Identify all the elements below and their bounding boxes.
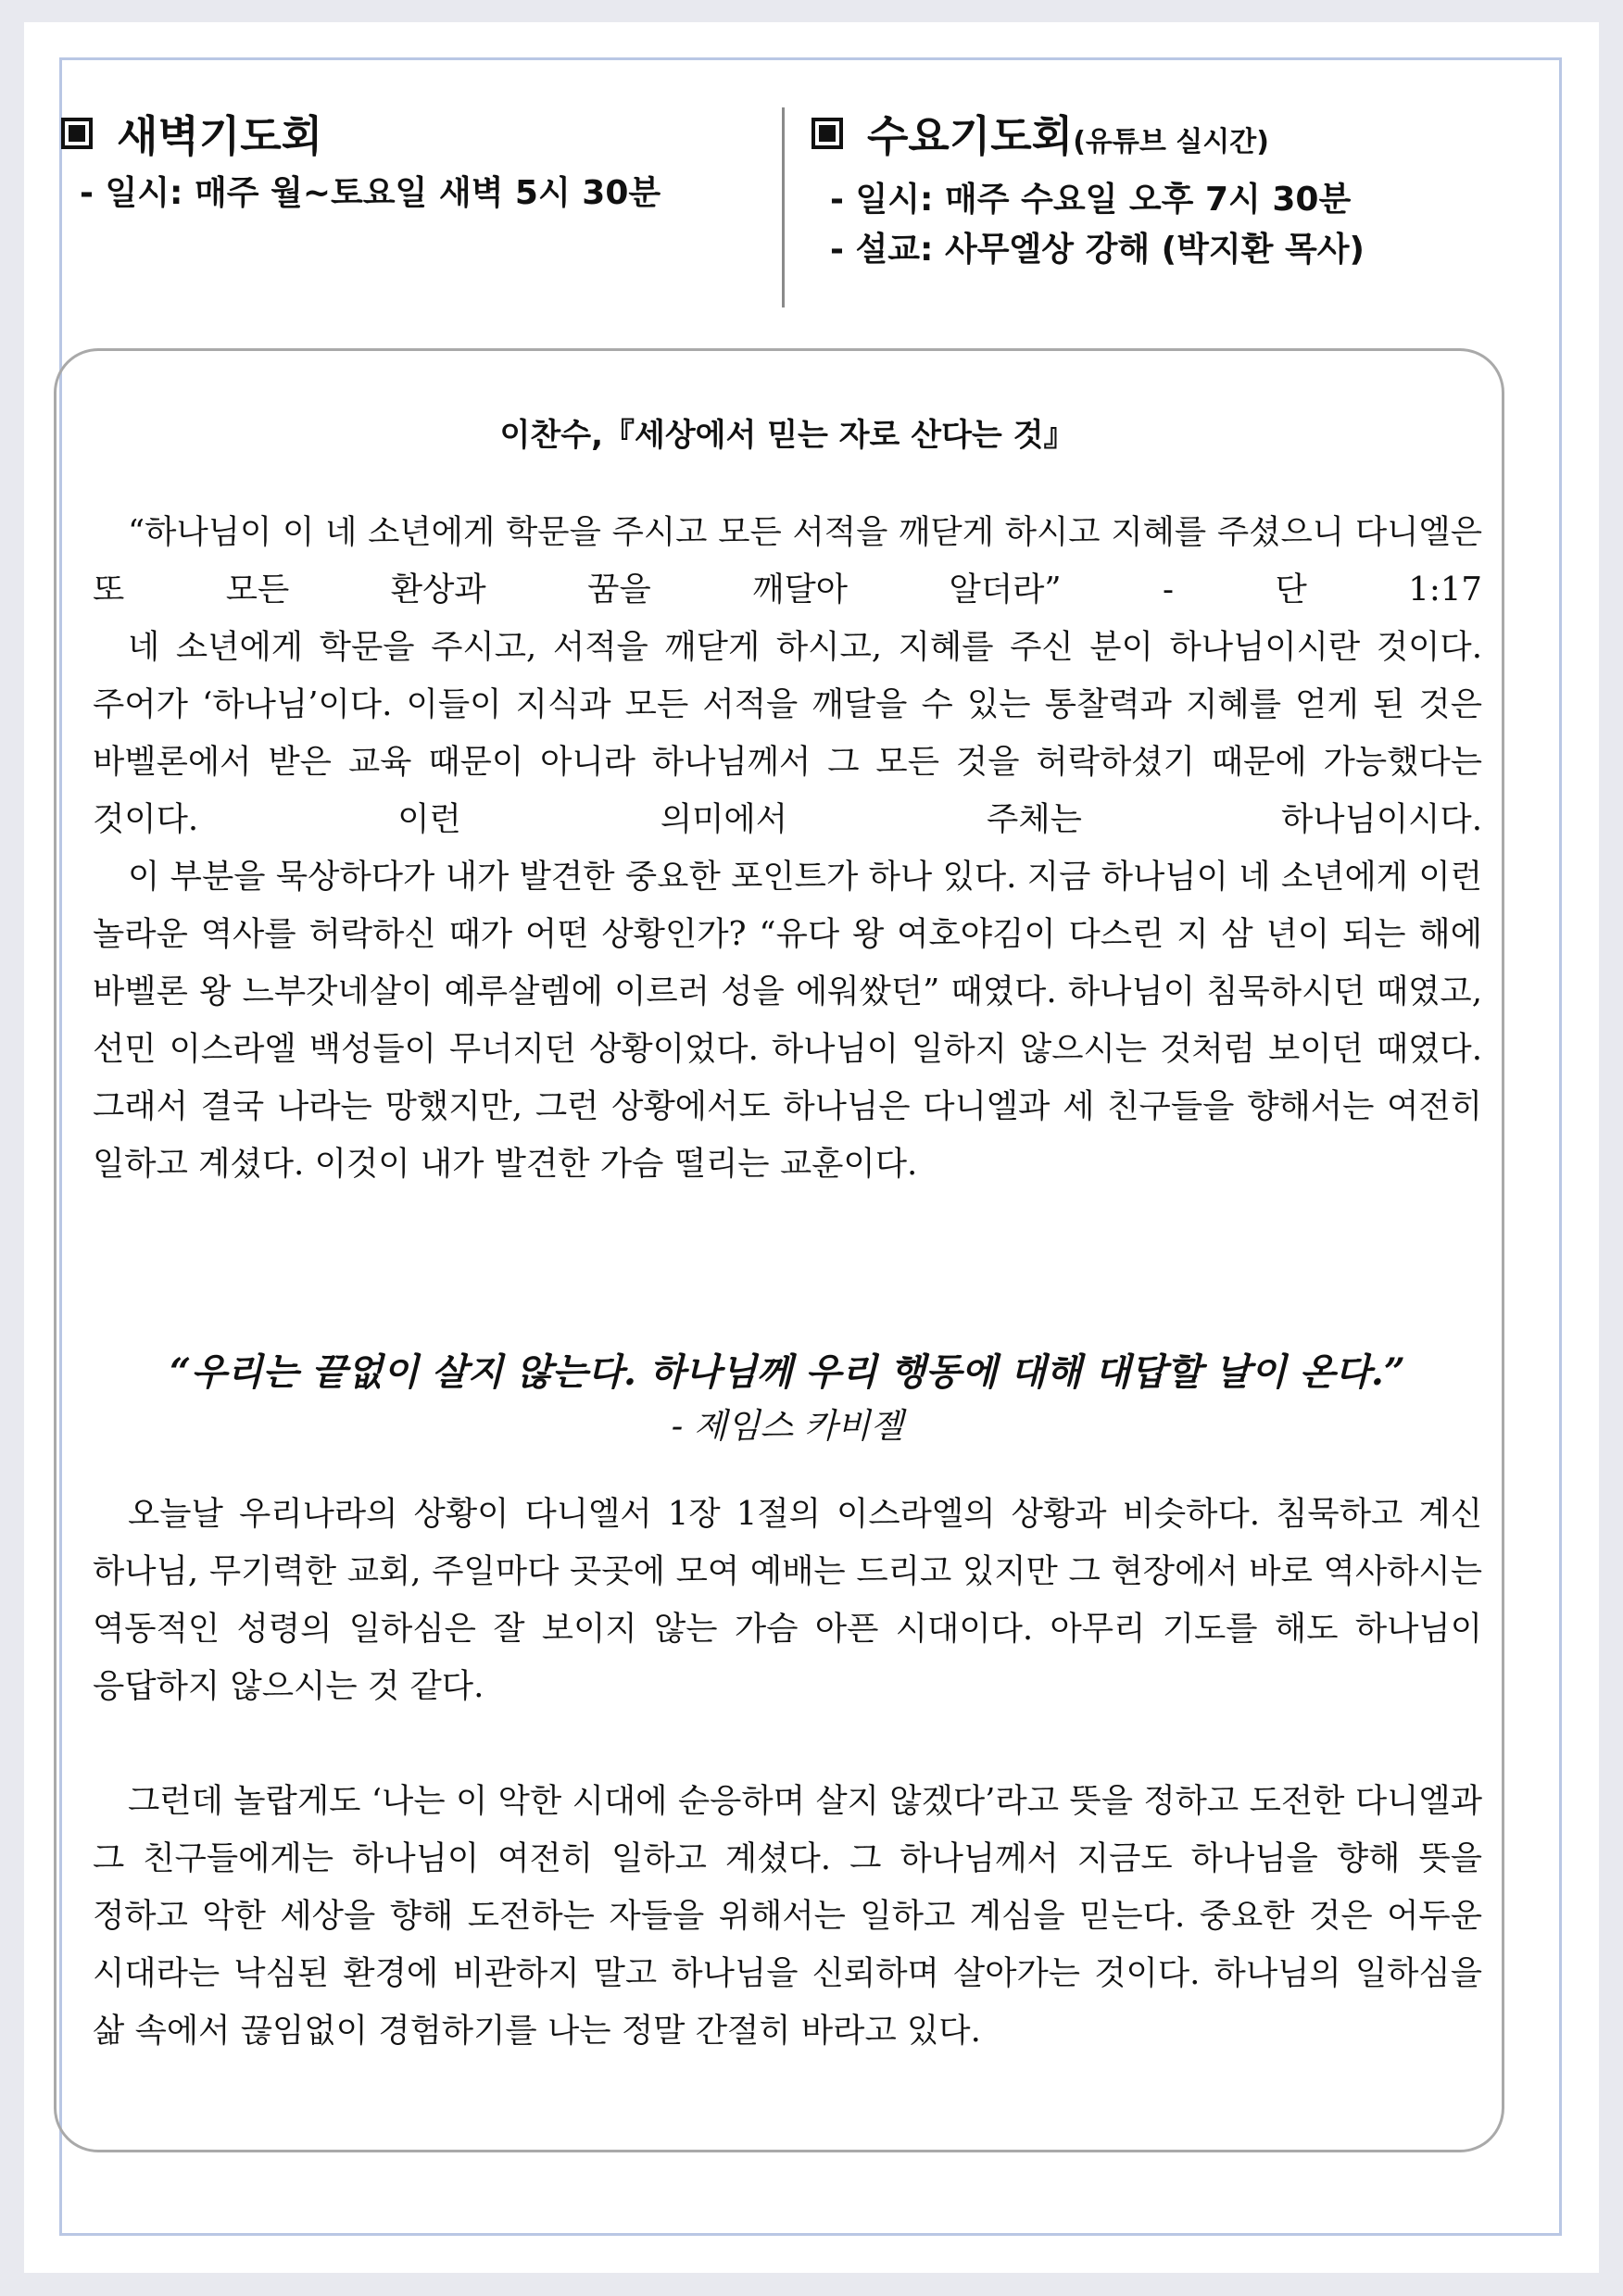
article-paragraph: 이 부분을 묵상하다가 내가 발견한 중요한 포인트가 하나 있다. 지금 하나님이 네 소년에게 이런 놀라운 역사를 허락하신 때가 어떤 상황인가? “유다 왕 여호야김이 다스린 지 삼 년이 되는 해에 바벨론 왕 느부갓네살이 예루살렘에 이르러 성을 에워쌌던” 때였다. 하나님이 침묵하시던 때였고, 선민 이스라엘 백성들이 무너지던 상황이었다. 하나님이 일하지 않으시는 것처럼 보이던 때였다. 그래서 결국 나라는 망했지만, 그런 상황에서도 하나님은 다니엘과 세 친구들을 향해서는 여전히 일하고 계셨다. 이것이 내가 발견한 가슴 떨리는 교훈이다. xyxy=(93,858,1482,1183)
wednesday-prayer-sermon: - 설교: 사무엘상 강해 (박지환 목사) xyxy=(830,231,1365,269)
dawn-prayer-heading xyxy=(61,104,793,169)
square-bullet-icon xyxy=(812,118,843,149)
quote-text: “우리는 끝없이 살지 않는다. 하나님께 우리 행동에 대해 대답할 날이 온다.” xyxy=(170,1350,1405,1394)
quote-author: - 제임스 카비젤 xyxy=(671,1406,904,1446)
wednesday-prayer-title: 수요기도회 xyxy=(867,111,1074,161)
article-title: 이찬수,『세상에서 믿는 자로 산다는 것』 xyxy=(499,417,1076,454)
wednesday-prayer-heading xyxy=(812,104,1543,175)
wednesday-prayer-subtitle: (유튜브 실시간) xyxy=(1073,126,1269,158)
article-body-2 xyxy=(93,1486,1482,1715)
wednesday-prayer-section xyxy=(812,104,1543,275)
article-body-3 xyxy=(93,1773,1482,2060)
square-bullet-icon xyxy=(61,118,93,149)
dawn-prayer-title: 새벽기도회 xyxy=(117,111,323,161)
article-paragraph: 그런데 놀랍게도 ‘나는 이 악한 시대에 순응하며 살지 않겠다’라고 뜻을 정하고 도전한 다니엘과 그 친구들에게는 하나님이 여전히 일하고 계셨다. 그 하나님께서 지금도 하나님을 향해 뜻을 정하고 악한 세상을 향해 도전하는 자들을 위해서는 일하고 계심을 믿는다. 중요한 것은 어두운 시대라는 낙심된 환경에 비관하지 말고 하나님을 신뢰하며 살아가는 것이다. 하나님의 일하심을 삶 속에서 끊임없이 경험하기를 나는 정말 간절히 바라고 있다. xyxy=(93,1782,1482,2050)
dawn-prayer-section xyxy=(61,104,793,219)
header-divider xyxy=(782,107,785,307)
dawn-prayer-time: - 일시: 매주 월~토요일 새벽 5시 30분 xyxy=(80,174,661,212)
article-paragraph: 오늘날 우리나라의 상황이 다니엘서 1장 1절의 이스라엘의 상황과 비슷하다. 침묵하고 계신 하나님, 무기력한 교회, 주일마다 곳곳에 모여 예배는 드리고 있지만 그 현장에서 바로 역사하시는 역동적인 성령의 일하심은 잘 보이지 않는 가슴 아픈 시대이다. 아무리 기도를 해도 하나님이 응답하지 않으시는 것 같다. xyxy=(93,1495,1482,1705)
article-paragraph: 네 소년에게 학문을 주시고, 서적을 깨닫게 하시고, 지혜를 주신 분이 하나님이시란 것이다. 주어가 ‘하나님’이다. 이들이 지식과 모든 서적을 깨달을 수 있는 통찰력과 지혜를 얻게 된 것은 바벨론에서 받은 교육 때문이 아니라 하나님께서 그 모든 것을 허락하셨기 때문에 가능했다는 것이다. 이런 의미에서 주체는 하나님이시다. xyxy=(93,628,1482,838)
article-paragraph: “하나님이 이 네 소년에게 학문을 주시고 모든 서적을 깨닫게 하시고 지혜를 주셨으니 다니엘은 또 모든 환상과 꿈을 깨달아 알더라” - 단 1:17 xyxy=(93,513,1482,609)
article-body-1 xyxy=(93,504,1482,1193)
wednesday-prayer-time: - 일시: 매주 수요일 오후 7시 30분 xyxy=(830,181,1352,219)
